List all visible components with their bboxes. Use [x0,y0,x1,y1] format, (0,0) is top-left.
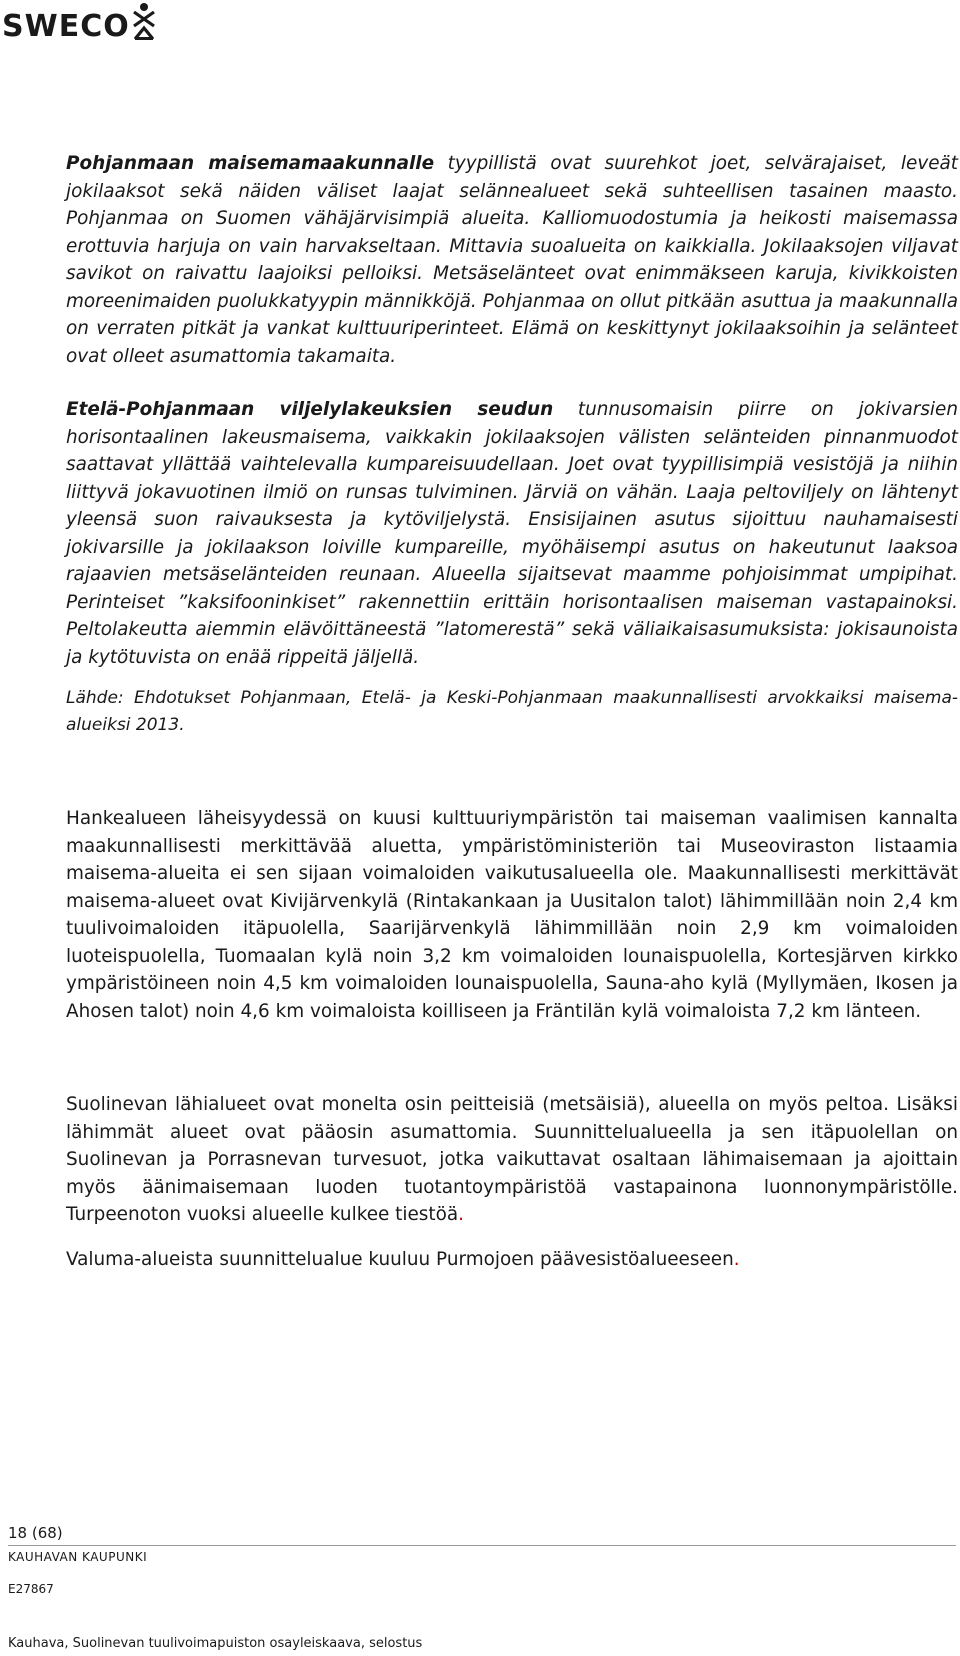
footer-divider [8,1545,956,1546]
paragraph-heading: Etelä-Pohjanmaan viljelylakeuksien seudun [66,399,554,420]
footer-project-code: E27867 [8,1582,54,1596]
paragraph-end-mark: . [458,1204,464,1225]
paragraph-end-mark: . [733,1248,740,1270]
paragraph-hankealue: Hankealueen läheisyydessä on kuusi kulttuuriympäristön tai maiseman vaalimisen kannalta maakunnallisesti merkittävää aluetta, ympäristöministeriön tai Museoviraston listaamia maisema-alueita ei sen sijaan voimaloiden vaikutusalueella ole. Maakunnallisesti merkittävät maisema-alueet ovat Kivijärvenkylä (Rintakankaan ja Uusitalon talot) lähimmillään noin 2,4 km tuulivoimaloiden itäpuolella, Saarijärvenkylä lähimmillään noin 2,9 km voimaloiden luoteispuolella, Tuomaalan kylä noin 3,2 km voimaloiden lounaispuolella, Kortesjärven kirkko ympäristöineen noin 4,5 km voimaloiden lounaispuolella, Sauna-aho kylä (Myllymäen, Ikosen ja Ahosen talot) noin 4,6 km voimaloista koilliseen ja Fräntilän kylä voimaloista 7,2 km länteen. [66,808,958,1022]
footer-organization: KAUHAVAN KAUPUNKI [8,1550,148,1564]
paragraph-text: tunnusomaisin piirre on jokivarsien horisontaalinen lakeusmaisema, vaikkakin jokilaaksojen välisten selänteiden pinnanmuodot saattavat yllättää vaihtelevalla kumpareisuudellaan. Joet ovat tyypillisimpiä vesistöjä ja niihin liittyvä jokavuotinen ilmiö on runsas tulviminen. Järviä on vähän. Laaja peltoviljely on lähtenyt yleensä suon raivauksesta ja kytöviljelystä. Ensisijainen asutus sijoittuu nauhamaisesti jokivarsille ja jokilaakson loiville kumpareille, myöhäisempi asutus on hakeutunut laaksoa rajaavien metsäselänteiden reunaan. Alueella sijaitsevat maamme pohjoisimmat umpipihat. Perinteiset ”kaksifooninkiset” rakennettiin erittäin horisontaalisen maiseman vastapainoksi. Peltolakeutta aiemmin elävöittäneestä ”latomerestä” sekä väliaikaisasumuksista: jokisaunoista ja kytötuvista on enää rippeitä jäljellä. [66,399,958,668]
paragraph-text: Valuma-alueista suunnittelualue kuuluu Purmojoen päävesistöalueeseen [66,1248,734,1270]
paragraph-suolineva [66,1091,958,1229]
paragraph-heading: Pohjanmaan maisemamaakunnalle [66,153,435,174]
paragraph-text: tyypillistä ovat suurehkot joet, selvärajaiset, leveät jokilaaksot sekä näiden väliset laajat selännealueet sekä suhteellisen tasainen maasto. Pohjanmaa on Suomen vähäjärvisimpiä alueita. Kalliomuodostumia ja heikosti maisemassa erottuvia harjuja on vain harvakseltaan. Mittavia suoalueita on kaikkialla. Jokilaaksojen viljavat savikot on raivattu laajoiksi pelloiksi. Metsäselänteet ovat enimmäkseen karuja, kivikkoisten moreenimaiden puolukkatyypin männikköjä. Pohjanmaa on ollut pitkään asuttua ja maakunnalla on verraten pitkät ja vankat kulttuuriperinteet. Elämä on keskittynyt jokilaaksoihin ja selänteet ovat olleet asumattomia takamaita. [66,153,958,367]
paragraph-pohjanmaa [66,150,958,370]
paragraph-etela-pohjanmaa [66,396,958,671]
paragraph-valuma-alue [66,1246,958,1274]
logo-text: SWECO [2,9,130,44]
source-note: Lähde: Ehdotukset Pohjanmaan, Etelä- ja Keski-Pohjanmaan maakunnallisesti arvokkaiksi maisema-alueiksi 2013. [66,688,958,735]
page-number: 18 (68) [8,1524,63,1542]
page-footer [8,1524,423,1651]
sweco-figure-icon [132,2,156,40]
paragraph-text: Suolinevan lähialueet ovat monelta osin peitteisiä (metsäisiä), alueella on myös peltoa. Lisäksi lähimmät alueet ovat pääosin asumattomia. Suunnittelualueella ja sen itäpuolellan on Suolinevan ja Porrasnevan turvesuot, jotka vaikuttavat osaltaan lähimaisemaan ja ajoittain myös äänimaisemaan luoden tuotantoympäristöä vastapainona luonnonympäristölle. Turpeenoton vuoksi alueelle kulkee tiestöä [66,1094,958,1225]
sweco-logo [2,2,156,42]
document-body [66,150,958,1273]
footer-document-title: Kauhava, Suolinevan tuulivoimapuiston osayleiskaava, selostus [8,1636,423,1651]
